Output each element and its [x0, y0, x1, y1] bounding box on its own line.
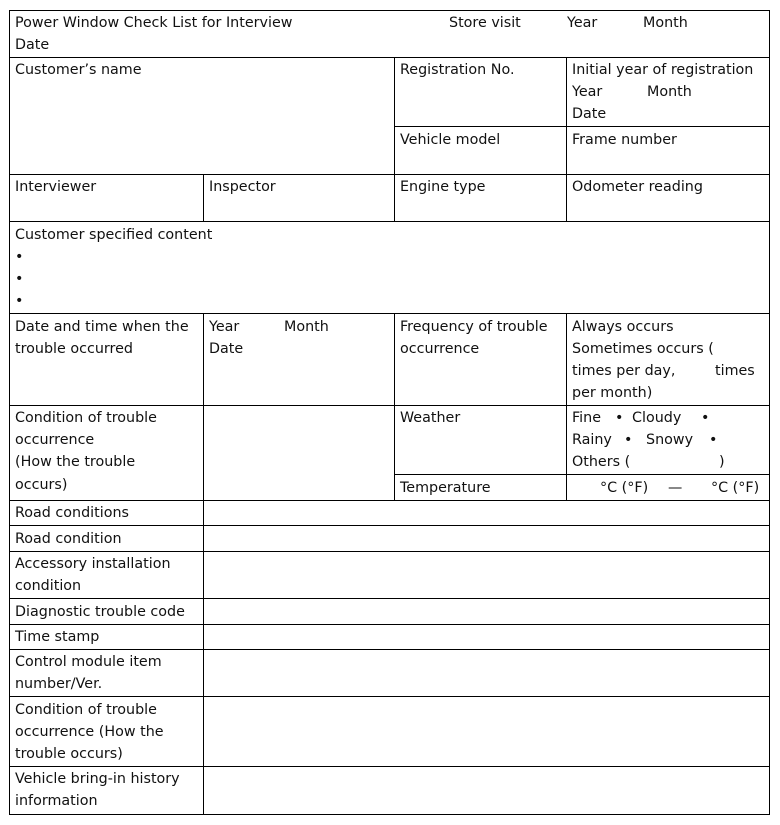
rule [9, 624, 770, 625]
weather-bullet: • [709, 432, 718, 448]
weather-rainy-option: Rainy [572, 432, 612, 448]
road-conditions-label: Road conditions [15, 505, 129, 521]
weather-bullet: • [615, 410, 624, 426]
weather-others-close: ) [719, 454, 725, 470]
frequency-label-cont: occurrence [400, 341, 480, 357]
always-occurs-option: Always occurs [572, 319, 674, 335]
rule [9, 598, 770, 599]
vehicle-model-label: Vehicle model [400, 132, 501, 148]
weather-cloudy-option: Cloudy [632, 410, 682, 426]
trouble-month: Month [284, 319, 329, 335]
rule [9, 551, 770, 552]
weather-snowy-option: Snowy [646, 432, 694, 448]
control-module-label: Control module item [15, 654, 162, 670]
times-label: times [715, 363, 755, 379]
per-month-label: per month) [572, 385, 653, 401]
trouble-date-label: Date and time when the [15, 319, 189, 335]
bring-in-history-label: Vehicle bring-in history [15, 771, 180, 787]
form-title: Power Window Check List for Interview [15, 15, 293, 31]
rule [9, 814, 770, 815]
rule [203, 313, 204, 815]
initial-registration-year: Year [572, 84, 603, 100]
inspector-label: Inspector [209, 179, 276, 195]
header-month-label: Month [643, 15, 688, 31]
frequency-label: Frequency of trouble [400, 319, 548, 335]
content-bullet: • [15, 293, 24, 309]
rule [769, 10, 770, 815]
diagnostic-trouble-code-label: Diagnostic trouble code [15, 604, 185, 620]
rule [9, 766, 770, 767]
engine-type-label: Engine type [400, 179, 486, 195]
condition-label: Condition of trouble [15, 410, 157, 426]
sometimes-occurs-option: Sometimes occurs ( [572, 341, 714, 357]
bring-in-history-label-cont: information [15, 793, 98, 809]
temperature-label: Temperature [400, 480, 491, 496]
trouble-year: Year [209, 319, 240, 335]
condition-label-line3: (How the trouble [15, 454, 136, 470]
rule [9, 174, 770, 175]
weather-others-option: Others ( [572, 454, 631, 470]
trouble-date-label-cont: trouble occurred [15, 341, 133, 357]
odometer-reading-label: Odometer reading [572, 179, 703, 195]
initial-registration-date: Date [572, 106, 607, 122]
rule [9, 696, 770, 697]
rule [9, 221, 770, 222]
weather-label: Weather [400, 410, 461, 426]
rule [9, 649, 770, 650]
rule [394, 474, 770, 475]
control-module-label-cont: number/Ver. [15, 676, 103, 692]
rule [394, 126, 770, 127]
header-date-label: Date [15, 37, 50, 53]
condition-label-line4: occurs) [15, 477, 68, 493]
rule [9, 57, 770, 58]
condition-occurrence-label: Condition of trouble [15, 702, 157, 718]
content-bullet: • [15, 271, 24, 287]
condition-label-line2: occurrence [15, 432, 95, 448]
temperature-unit-to: °C (°F) [711, 480, 760, 496]
store-visit-label: Store visit [449, 15, 521, 31]
accessory-installation-label: Accessory installation [15, 556, 171, 572]
customer-content-label: Customer specified content [15, 227, 213, 243]
temperature-dash: — [668, 480, 683, 496]
condition-occurrence-label-line2: occurrence (How the [15, 724, 164, 740]
accessory-installation-label-cont: condition [15, 578, 82, 594]
rule [9, 10, 770, 11]
temperature-unit-from: °C (°F) [600, 480, 649, 496]
initial-registration-month: Month [647, 84, 692, 100]
interviewer-label: Interviewer [15, 179, 97, 195]
rule [9, 500, 770, 501]
road-condition-label: Road condition [15, 531, 122, 547]
registration-no-label: Registration No. [400, 62, 515, 78]
time-stamp-label: Time stamp [15, 629, 100, 645]
rule [9, 405, 770, 406]
header-year-label: Year [567, 15, 598, 31]
weather-bullet: • [624, 432, 633, 448]
check-list-form [9, 10, 770, 815]
times-per-day-label: times per day, [572, 363, 676, 379]
content-bullet: • [15, 249, 24, 265]
frame-number-label: Frame number [572, 132, 677, 148]
weather-bullet: • [701, 410, 710, 426]
customer-name-label: Customer’s name [15, 62, 142, 78]
weather-fine-option: Fine [572, 410, 602, 426]
rule [9, 525, 770, 526]
trouble-date: Date [209, 341, 244, 357]
initial-registration-label: Initial year of registration [572, 62, 754, 78]
condition-occurrence-label-line3: trouble occurs) [15, 746, 123, 762]
rule [9, 313, 770, 314]
